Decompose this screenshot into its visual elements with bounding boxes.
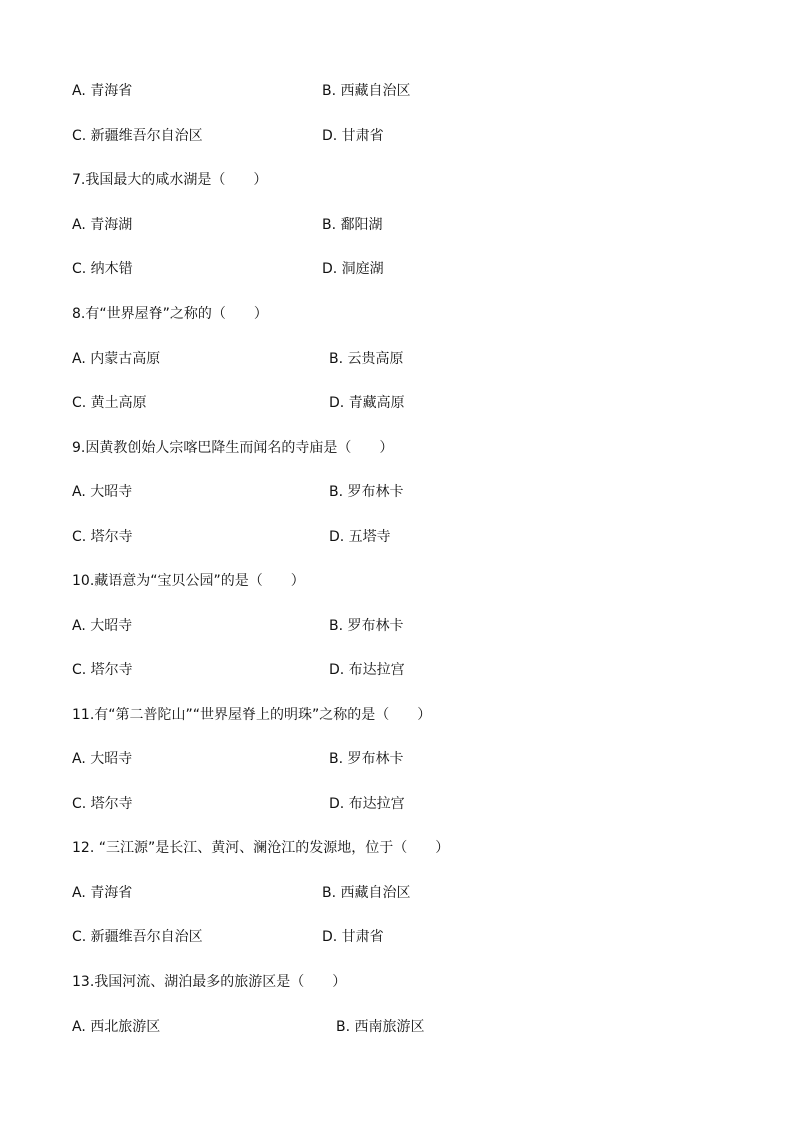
option-row: [72, 214, 752, 236]
option-b: B. 罗布林卡: [329, 618, 404, 634]
option-c: C. 塔尔寺: [72, 529, 133, 545]
option-c: C. 塔尔寺: [72, 662, 133, 678]
option-d: D. 青藏高原: [329, 395, 405, 411]
option-row: [72, 882, 752, 904]
option-b: B. 云贵高原: [329, 351, 404, 367]
option-c: C. 纳木错: [72, 261, 133, 277]
option-c: C. 黄土高原: [72, 395, 147, 411]
option-row: [72, 481, 752, 503]
question-10: 10.藏语意为“宝贝公园”的是（ ）: [72, 573, 305, 589]
option-a: A. 大昭寺: [72, 751, 133, 767]
option-d: D. 洞庭湖: [322, 261, 384, 277]
option-b: B. 西藏自治区: [322, 885, 411, 901]
question-7: 7.我国最大的咸水湖是（ ）: [72, 172, 268, 188]
option-c: C. 新疆维吾尔自治区: [72, 128, 203, 144]
option-row: [72, 659, 752, 681]
option-b: B. 罗布林卡: [329, 751, 404, 767]
option-row: [72, 1016, 752, 1038]
question-13: 13.我国河流、湖泊最多的旅游区是（ ）: [72, 974, 347, 990]
option-row: [72, 748, 752, 770]
option-b: B. 罗布林卡: [329, 484, 404, 500]
option-a: A. 西北旅游区: [72, 1019, 161, 1035]
question-9: 9.因黄教创始人宗喀巴降生而闻名的寺庙是（ ）: [72, 440, 394, 456]
question-11: 11.有“第二普陀山”“世界屋脊上的明珠”之称的是（ ）: [72, 707, 432, 723]
option-b: B. 西藏自治区: [322, 83, 411, 99]
option-row: [72, 80, 752, 102]
option-d: D. 布达拉宫: [329, 796, 405, 812]
option-d: D. 五塔寺: [329, 529, 391, 545]
option-row: [72, 125, 752, 147]
option-c: C. 新疆维吾尔自治区: [72, 929, 203, 945]
option-a: A. 大昭寺: [72, 484, 133, 500]
option-b: B. 鄱阳湖: [322, 217, 383, 233]
option-a: A. 内蒙古高原: [72, 351, 161, 367]
option-b: B. 西南旅游区: [336, 1019, 425, 1035]
option-row: [72, 615, 752, 637]
option-a: A. 青海省: [72, 83, 133, 99]
option-d: D. 甘肃省: [322, 128, 384, 144]
option-row: [72, 526, 752, 548]
option-row: [72, 258, 752, 280]
option-row: [72, 348, 752, 370]
option-row: [72, 926, 752, 948]
option-row: [72, 793, 752, 815]
option-a: A. 青海省: [72, 885, 133, 901]
option-d: D. 甘肃省: [322, 929, 384, 945]
option-a: A. 青海湖: [72, 217, 133, 233]
option-row: [72, 392, 752, 414]
option-d: D. 布达拉宫: [329, 662, 405, 678]
option-c: C. 塔尔寺: [72, 796, 133, 812]
option-a: A. 大昭寺: [72, 618, 133, 634]
question-12: 12. “三江源”是长江、黄河、澜沧江的发源地，位于（ ）: [72, 840, 450, 856]
question-8: 8.有“世界屋脊”之称的（ ）: [72, 306, 268, 322]
